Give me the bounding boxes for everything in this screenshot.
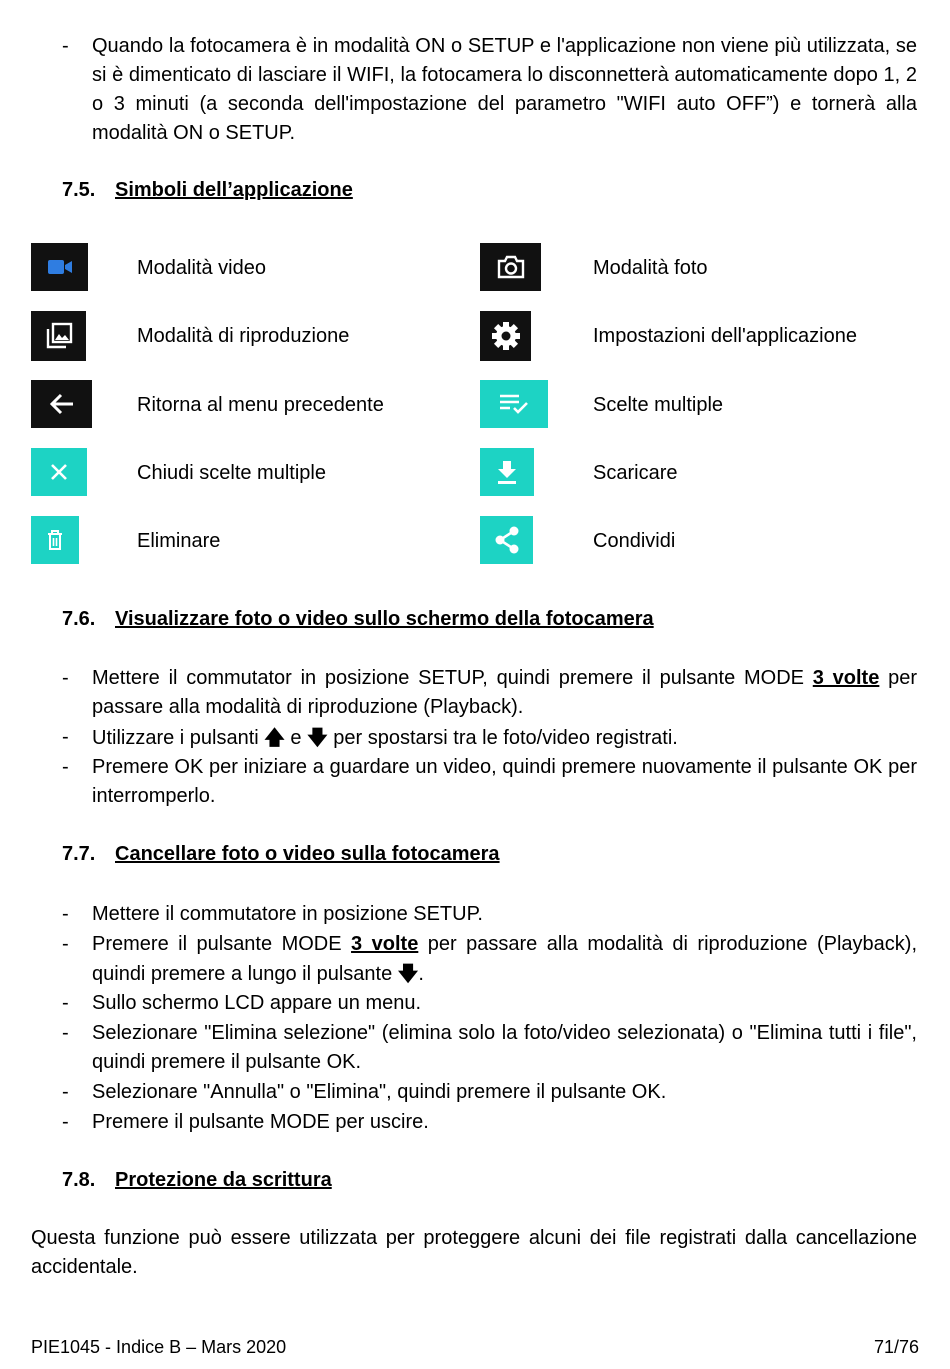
- section-heading-7-7: [62, 841, 500, 867]
- bullet-7-7-1: [62, 900, 917, 929]
- section-number: 7.8.: [62, 1169, 96, 1191]
- bullet-dash: -: [62, 35, 69, 57]
- bullet-text: Premere il pulsante MODE per uscire.: [92, 1111, 429, 1133]
- text-fragment: Utilizzare i pulsanti: [92, 727, 265, 749]
- arrow-down-icon: 🡇: [307, 725, 328, 749]
- symbol-label-photo: Modalità foto: [593, 257, 708, 279]
- arrow-down-icon: 🡇: [397, 961, 419, 985]
- bullet-text: Selezionare "Annulla" o "Elimina", quindi premere il pulsante OK.: [92, 1081, 667, 1103]
- section-number: 7.7.: [62, 843, 96, 865]
- bullet-7-7-6: [62, 1108, 917, 1137]
- text-fragment: per spostarsi tra le foto/video registrati.: [327, 727, 678, 749]
- text-fragment: per passare alla modalità di riproduzione (Playback).: [92, 667, 918, 718]
- bullet-text: Sullo schermo LCD appare un menu.: [92, 992, 422, 1014]
- footer-document-id: PIE1045 - Indice B – Mars 2020: [31, 1337, 287, 1357]
- symbol-label-video: Modalità video: [137, 257, 266, 279]
- section-title: Protezione da scrittura: [115, 1169, 332, 1191]
- bullet-7-6-2: [62, 723, 917, 753]
- bullet-dash: -: [62, 1022, 69, 1044]
- text-fragment: Mettere il commutator in posizione SETUP, quindi premere il pulsante MODE: [92, 667, 813, 689]
- section-number: 7.6.: [62, 608, 96, 630]
- text-fragment: e: [284, 727, 308, 749]
- symbol-label-multi-select: Scelte multiple: [593, 394, 724, 416]
- section-heading-7-8: [62, 1167, 332, 1193]
- bullet-dash: -: [62, 1111, 69, 1133]
- arrow-up-icon: 🡅: [264, 725, 285, 749]
- bullet-text: Mettere il commutatore in posizione SETUP.: [92, 903, 483, 925]
- section-title: Simboli dell’applicazione: [115, 179, 353, 201]
- section-heading-7-6: [62, 606, 654, 632]
- trash-icon: [31, 516, 79, 564]
- bullet-dash: -: [62, 756, 69, 778]
- photo-camera-icon: [480, 243, 541, 291]
- emphasis: 3 volte: [351, 933, 419, 955]
- section-title: Visualizzare foto o video sullo schermo della fotocamera: [115, 608, 654, 630]
- video-camera-icon: [31, 243, 88, 291]
- symbol-label-playback: Modalità di riproduzione: [137, 325, 350, 347]
- paragraph-7-8: Questa funzione può essere utilizzata per proteggere alcuni dei file registrati dalla cancellazione accidentale.: [31, 1227, 917, 1278]
- arrow-left-icon: [31, 380, 92, 428]
- gallery-icon: [31, 311, 86, 361]
- bullet-text: [92, 723, 917, 753]
- symbol-label-share: Condividi: [593, 530, 676, 552]
- close-icon: [31, 448, 87, 496]
- symbol-label-close-multi: Chiudi scelte multiple: [137, 462, 326, 484]
- text-fragment: Premere il pulsante MODE: [92, 933, 352, 955]
- bullet-dash: -: [62, 903, 69, 925]
- bullet-dash: -: [62, 726, 69, 748]
- bullet-dash: -: [62, 1081, 69, 1103]
- intro-bullet: [62, 32, 917, 148]
- download-icon: [480, 448, 534, 496]
- text-fragment: .: [418, 963, 424, 985]
- multi-select-icon: [480, 380, 548, 428]
- footer-page-number: 71/76: [873, 1337, 919, 1357]
- symbol-label-back: Ritorna al menu precedente: [137, 394, 384, 416]
- bullet-7-7-2: [62, 930, 917, 989]
- symbol-label-settings: Impostazioni dell'applicazione: [593, 325, 857, 347]
- bullet-7-7-3: [62, 989, 917, 1018]
- bullet-7-6-1: [62, 664, 917, 722]
- emphasis: 3 volte: [812, 667, 880, 689]
- bullet-text: [92, 664, 917, 722]
- bullet-text: [92, 930, 917, 989]
- bullet-7-6-3: [62, 753, 917, 811]
- gear-icon: [480, 311, 531, 361]
- symbol-label-delete: Eliminare: [137, 530, 221, 552]
- bullet-7-7-5: [62, 1078, 917, 1107]
- section-title: Cancellare foto o video sulla fotocamera: [115, 843, 500, 865]
- text-fragment: per passare alla modalità di riproduzione (Playback), quindi premere a lungo il pulsante: [92, 933, 917, 985]
- symbol-label-download: Scaricare: [593, 462, 678, 484]
- bullet-text: Selezionare "Elimina selezione" (elimina solo la foto/video selezionata) o "Elimina tutti i file", quindi premere il pulsante OK.: [92, 1022, 917, 1073]
- bullet-7-7-4: [62, 1019, 917, 1077]
- bullet-dash: -: [62, 992, 69, 1014]
- bullet-dash: -: [62, 933, 69, 955]
- bullet-text: Premere OK per iniziare a guardare un video, quindi premere nuovamente il pulsante OK per interromperlo.: [92, 756, 917, 807]
- intro-bullet-text: Quando la fotocamera è in modalità ON o SETUP e l'applicazione non viene più utilizzata, se si è dimenticato di lasciare il WIFI, la fotocamera lo disconnetterà automaticamente dopo 1, 2 o 3 minuti (a seconda dell'impostazione del parametro "WIFI auto OFF”) e tornerà alla modalità ON o SETUP.: [92, 35, 917, 144]
- share-icon: [480, 516, 533, 564]
- section-number: 7.5.: [62, 179, 96, 201]
- section-heading-7-5: [62, 177, 353, 203]
- bullet-dash: -: [62, 667, 69, 689]
